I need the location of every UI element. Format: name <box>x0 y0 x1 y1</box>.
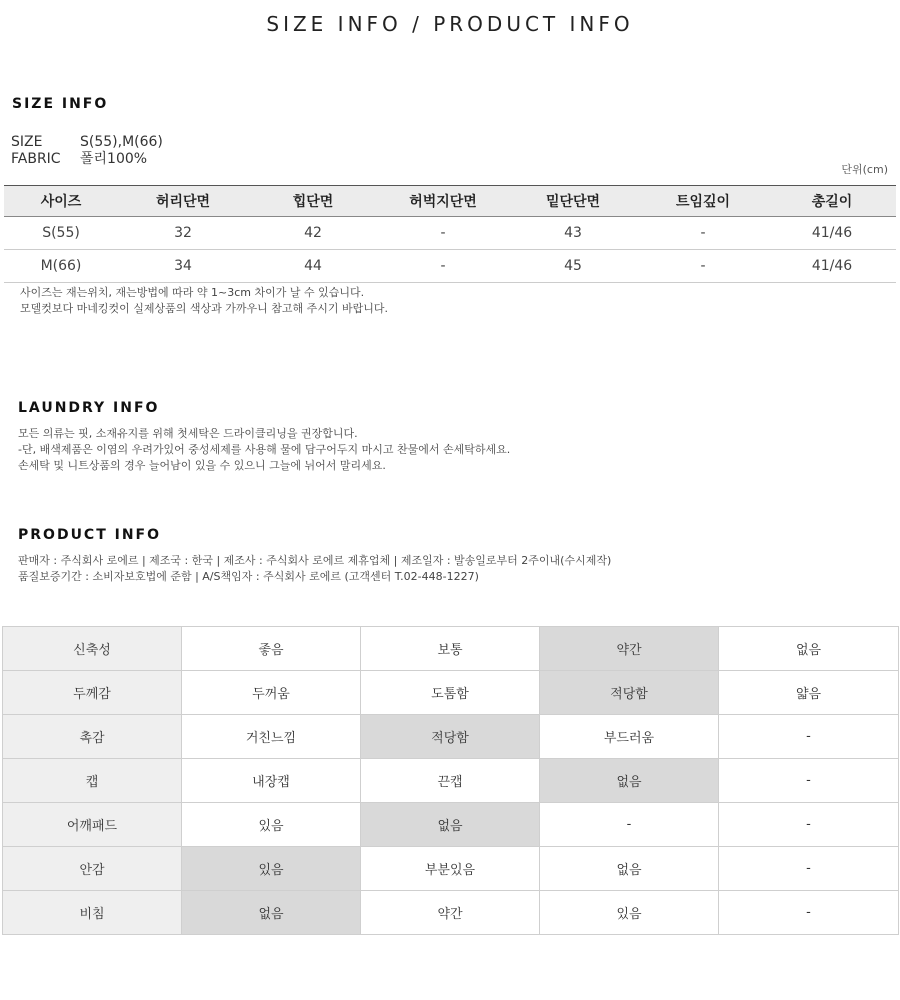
header-slit: 트임깊이 <box>638 186 768 217</box>
product-note: 판매자 : 주식회사 로에르 | 제조국 : 한국 | 제조사 : 주식회사 로에르 제휴업체 | 제조일자 : 발송일로부터 2주이내(수시제작) <box>18 554 612 567</box>
attribute-option: - <box>719 847 899 891</box>
size-table-header <box>4 186 896 217</box>
table-cell: 41/46 <box>768 217 896 250</box>
size-spec <box>11 134 163 151</box>
size-note: 사이즈는 재는위치, 재는방법에 따라 약 1~3cm 차이가 날 수 있습니다. <box>20 286 365 299</box>
table-cell: 44 <box>248 250 378 283</box>
table-row <box>3 803 899 847</box>
attribute-name: 두께감 <box>3 671 182 715</box>
size-value: S(55),M(66) <box>80 134 163 150</box>
table-cell: 42 <box>248 217 378 250</box>
attribute-option: 부분있음 <box>361 847 540 891</box>
attribute-name: 촉감 <box>3 715 182 759</box>
table-cell: 43 <box>508 217 638 250</box>
table-cell: - <box>638 250 768 283</box>
attribute-option: 두꺼움 <box>182 671 361 715</box>
table-cell: 34 <box>118 250 248 283</box>
product-notes <box>18 553 611 585</box>
attribute-option: 있음 <box>182 847 361 891</box>
table-cell: S(55) <box>4 217 118 250</box>
attribute-option: 적당함 <box>361 715 540 759</box>
page-title: SIZE INFO / PRODUCT INFO <box>266 12 634 36</box>
header-hip: 힙단면 <box>248 186 378 217</box>
fabric-spec <box>11 151 147 168</box>
attribute-option: 없음 <box>719 627 899 671</box>
laundry-info-heading: LAUNDRY INFO <box>18 400 160 416</box>
header-hem: 밑단단면 <box>508 186 638 217</box>
table-row <box>3 671 899 715</box>
size-info-heading: SIZE INFO <box>12 96 109 112</box>
attribute-option: - <box>719 715 899 759</box>
product-info-heading: PRODUCT INFO <box>18 527 162 543</box>
table-cell: 32 <box>118 217 248 250</box>
attribute-name: 비침 <box>3 891 182 935</box>
table-row <box>3 627 899 671</box>
table-row <box>3 715 899 759</box>
attribute-option: 있음 <box>182 803 361 847</box>
header-size: 사이즈 <box>4 186 118 217</box>
table-row <box>3 891 899 935</box>
attribute-name: 어깨패드 <box>3 803 182 847</box>
laundry-note: 모든 의류는 핏, 소재유지를 위해 첫세탁은 드라이클리닝을 권장합니다. <box>18 427 358 440</box>
table-cell: - <box>638 217 768 250</box>
size-notes <box>20 285 388 317</box>
attribute-option: 약간 <box>540 627 719 671</box>
attribute-option: 도톰함 <box>361 671 540 715</box>
table-cell: M(66) <box>4 250 118 283</box>
table-row <box>4 217 896 250</box>
fabric-label: FABRIC <box>11 151 61 167</box>
attribute-option: 끈캡 <box>361 759 540 803</box>
table-cell: - <box>378 217 508 250</box>
attribute-option: - <box>719 759 899 803</box>
attribute-option: 없음 <box>182 891 361 935</box>
attribute-name: 안감 <box>3 847 182 891</box>
size-table <box>4 185 896 283</box>
attribute-option: 부드러움 <box>540 715 719 759</box>
attribute-name: 신축성 <box>3 627 182 671</box>
attribute-option: 없음 <box>540 847 719 891</box>
header-waist: 허리단면 <box>118 186 248 217</box>
attribute-option: 약간 <box>361 891 540 935</box>
attribute-name: 캡 <box>3 759 182 803</box>
table-cell: - <box>378 250 508 283</box>
header-thigh: 허벅지단면 <box>378 186 508 217</box>
table-row <box>3 759 899 803</box>
table-cell: 45 <box>508 250 638 283</box>
product-attribute-table <box>2 626 899 935</box>
attribute-option: 없음 <box>361 803 540 847</box>
attribute-option: 내장캡 <box>182 759 361 803</box>
size-label: SIZE <box>11 134 43 150</box>
attribute-option: 있음 <box>540 891 719 935</box>
table-row <box>4 250 896 283</box>
attribute-option: 거친느낌 <box>182 715 361 759</box>
laundry-note: -단, 배색제품은 이염의 우려가있어 중성세제를 사용해 물에 담구어두지 마시고 찬물에서 손세탁하세요. <box>18 443 511 456</box>
attribute-option: 보통 <box>361 627 540 671</box>
attribute-option: - <box>540 803 719 847</box>
table-row <box>3 847 899 891</box>
attribute-option: - <box>719 803 899 847</box>
header-length: 총길이 <box>768 186 896 217</box>
product-note: 품질보증기간 : 소비자보호법에 준함 | A/S책임자 : 주식회사 로에르 (고객센터 T.02-448-1227) <box>18 570 479 583</box>
attribute-option: 없음 <box>540 759 719 803</box>
fabric-value: 폴리100% <box>80 151 148 167</box>
attribute-option: 적당함 <box>540 671 719 715</box>
attribute-option: 좋음 <box>182 627 361 671</box>
table-cell: 41/46 <box>768 250 896 283</box>
attribute-option: 얇음 <box>719 671 899 715</box>
attribute-option: - <box>719 891 899 935</box>
laundry-notes <box>18 426 510 474</box>
laundry-note: 손세탁 및 니트상품의 경우 늘어남이 있을 수 있으니 그늘에 뉘어서 말리세요. <box>18 459 386 472</box>
unit-label: 단위(cm) <box>841 163 888 176</box>
size-note: 모델컷보다 마네킹컷이 실제상품의 색상과 가까우니 참고해 주시기 바랍니다. <box>20 302 389 315</box>
